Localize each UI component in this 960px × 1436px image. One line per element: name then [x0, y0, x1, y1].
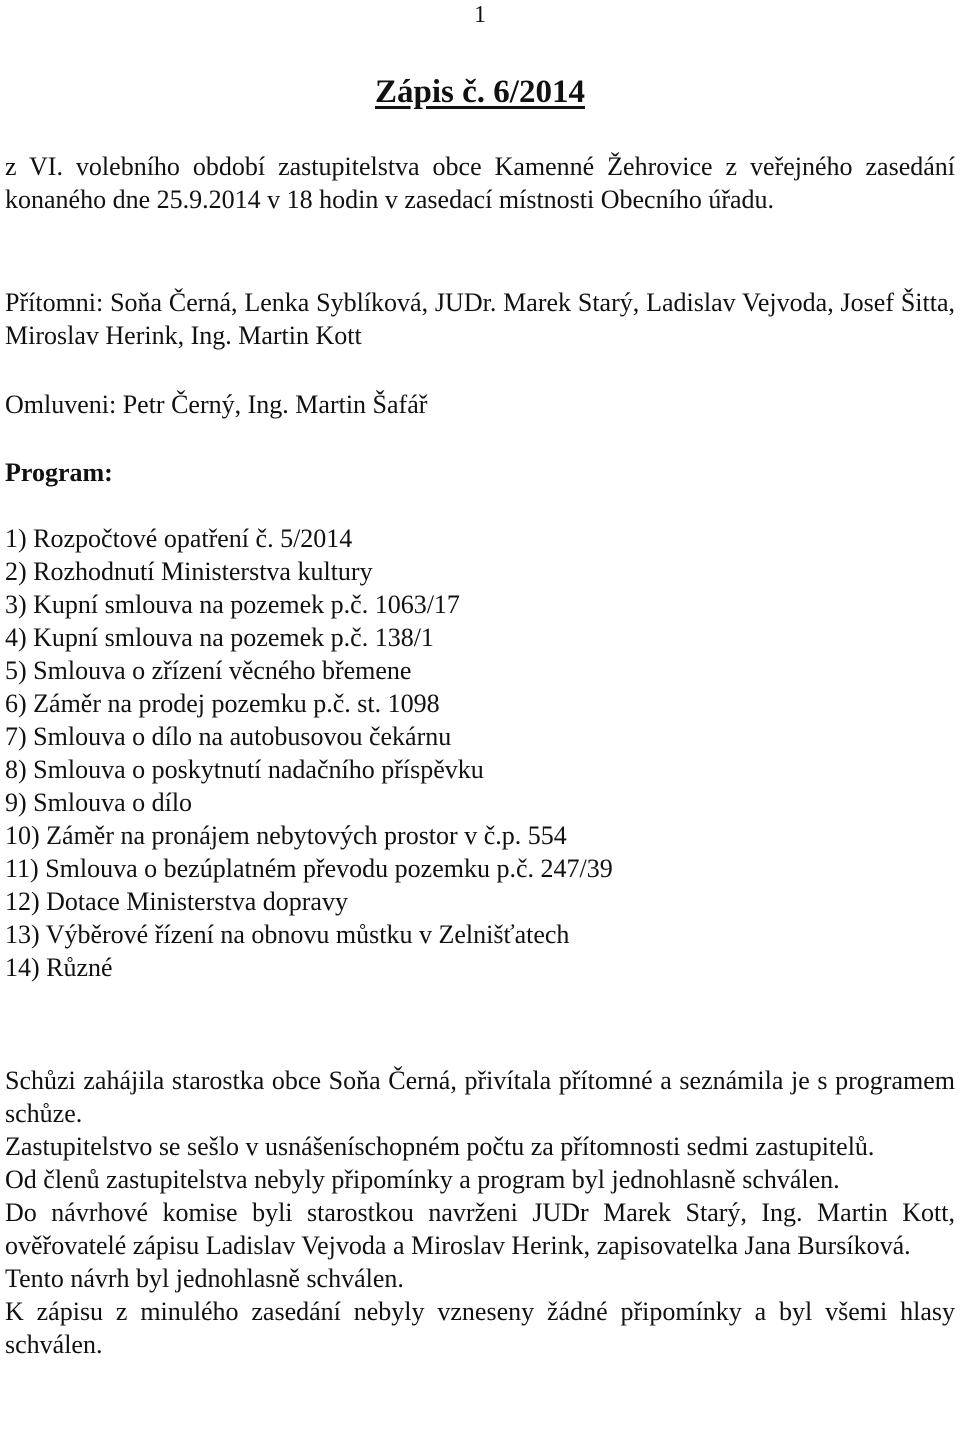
quorum-paragraph: Zastupitelstvo se sešlo v usnášeníschopném počtu za přítomnosti sedmi zastupitelů. — [5, 1132, 875, 1161]
program-item: 14) Různé — [5, 953, 113, 982]
program-item: 5) Smlouva o zřízení věcného břemene — [5, 656, 412, 685]
program-item: 1) Rozpočtové opatření č. 5/2014 — [5, 524, 353, 553]
program-item: 6) Záměr na prodej pozemku p.č. st. 1098 — [5, 689, 440, 718]
program-item: 11) Smlouva o bezúplatném převodu pozemku p.č. 247/39 — [5, 854, 613, 883]
program-heading: Program: — [5, 458, 113, 487]
program-item: 12) Dotace Ministerstva dopravy — [5, 887, 348, 916]
program-item: 13) Výběrové řízení na obnovu můstku v Zelnišťatech — [5, 920, 570, 949]
page-number: 1 — [474, 2, 486, 28]
intro-paragraph: z VI. volebního období zastupitelstva obce Kamenné Žehrovice z veřejného zasedání konaného dne 25.9.2014 v 18 hodin v zasedací místnosti Obecního úřadu. — [5, 152, 955, 214]
program-item: 2) Rozhodnutí Ministerstva kultury — [5, 557, 373, 586]
minutes-body — [5, 1064, 955, 1361]
committee-approval-paragraph: Tento návrh byl jednohlasně schválen. — [5, 1264, 404, 1293]
opening-paragraph: Schůzi zahájila starostka obce Soňa Černá, přivítala přítomné a seznámila je s programem schůze. — [5, 1066, 955, 1128]
program-item: 7) Smlouva o dílo na autobusovou čekárnu — [5, 722, 452, 751]
program-item: 3) Kupní smlouva na pozemek p.č. 1063/17 — [5, 590, 460, 619]
program-item: 10) Záměr na pronájem nebytových prostor v č.p. 554 — [5, 821, 567, 850]
program-item: 4) Kupní smlouva na pozemek p.č. 138/1 — [5, 623, 434, 652]
committee-paragraph: Do návrhové komise byli starostkou navrženi JUDr Marek Starý, Ing. Martin Kott, ověřovatelé zápisu Ladislav Vejvoda a Miroslav Herink, zapisovatelka Jana Bursíková. — [5, 1198, 955, 1260]
program-list — [5, 522, 955, 984]
program-item: 8) Smlouva o poskytnutí nadačního příspěvku — [5, 755, 484, 784]
program-item: 9) Smlouva o dílo — [5, 788, 193, 817]
excused-paragraph: Omluveni: Petr Černý, Ing. Martin Šafář — [5, 390, 428, 419]
document-title: Zápis č. 6/2014 — [375, 74, 585, 110]
previous-minutes-paragraph: K zápisu z minulého zasedání nebyly vzneseny žádné připomínky a byl všemi hlasy schválen. — [5, 1297, 955, 1359]
program-approval-paragraph: Od členů zastupitelstva nebyly připomínky a program byl jednohlasně schválen. — [5, 1165, 840, 1194]
attendees-paragraph: Přítomni: Soňa Černá, Lenka Syblíková, JUDr. Marek Starý, Ladislav Vejvoda, Josef Šitta, Miroslav Herink, Ing. Martin Kott — [5, 288, 955, 350]
